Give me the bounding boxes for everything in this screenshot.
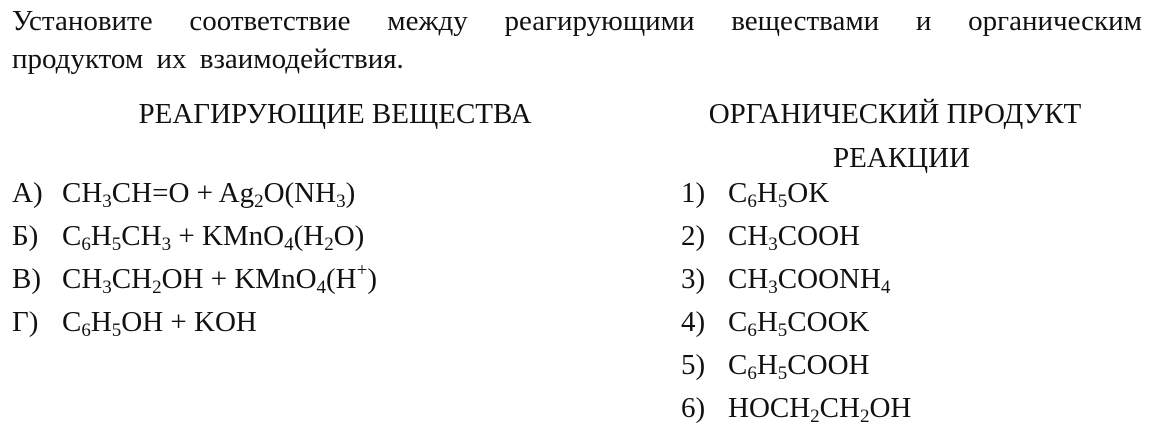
product-item-formula <box>728 258 890 301</box>
formula-part: C <box>62 306 82 338</box>
formula-part: H <box>756 306 778 338</box>
product-item-formula <box>728 301 869 344</box>
formula-part: 5 <box>777 191 788 212</box>
product-item <box>681 258 911 301</box>
formula-part: CH <box>121 220 162 252</box>
formula-part: 3 <box>102 191 112 212</box>
reagents-column-header: РЕАГИРУЮЩИЕ ВЕЩЕСТВА <box>138 98 532 130</box>
reagent-item-formula <box>62 301 257 344</box>
formula-part: 2 <box>152 277 162 298</box>
formula-part: 6 <box>81 234 91 255</box>
formula-part: H <box>90 306 112 338</box>
product-item-formula <box>728 172 829 215</box>
reagent-item <box>12 172 377 215</box>
formula-part: 5 <box>777 320 788 341</box>
product-item-formula <box>728 215 860 258</box>
products-column-header <box>640 92 1150 180</box>
formula-part: CH <box>111 263 153 295</box>
reagent-item <box>12 258 377 301</box>
formula-part: (H <box>293 220 325 252</box>
products-header-line1: ОРГАНИЧЕСКИЙ ПРОДУКТ <box>708 98 1082 130</box>
formula-part: 3 <box>161 234 172 255</box>
product-item-label: 4) <box>681 306 706 338</box>
product-item <box>681 344 911 387</box>
formula-part: H <box>756 349 778 381</box>
formula-part: CH <box>819 392 860 424</box>
reagent-item-formula <box>62 258 377 301</box>
formula-part: 4 <box>316 277 327 298</box>
products-header-line2: РЕАКЦИИ <box>833 142 970 174</box>
product-item-formula <box>728 344 869 387</box>
formula-part: 3 <box>768 277 778 298</box>
product-item <box>681 215 911 258</box>
formula-part: 2 <box>324 234 334 255</box>
formula-part: OH + KOH <box>121 306 257 338</box>
product-item <box>681 387 911 430</box>
formula-part: H <box>756 177 778 209</box>
reagent-item-formula <box>62 172 355 215</box>
formula-part: O) <box>333 220 365 252</box>
product-item-label: 5) <box>681 349 706 381</box>
formula-part: 6 <box>747 320 757 341</box>
formula-part: C <box>728 177 748 209</box>
product-item-label: 1) <box>681 177 706 209</box>
formula-part: OK <box>787 177 830 209</box>
formula-part: CH <box>728 220 769 252</box>
formula-part: C <box>728 306 748 338</box>
reagent-item <box>12 301 377 344</box>
formula-part: + <box>356 260 368 281</box>
formula-part: 2 <box>254 191 264 212</box>
formula-part: CH <box>728 263 769 295</box>
reagent-item-label: А) <box>12 177 43 209</box>
product-item <box>681 172 911 215</box>
reagent-item-label: Б) <box>12 220 39 252</box>
formula-part: 5 <box>111 320 122 341</box>
formula-part: CH=O + Ag <box>111 177 255 209</box>
formula-part: COOH <box>777 220 860 252</box>
formula-part: COONH <box>777 263 881 295</box>
formula-part: 3 <box>768 234 778 255</box>
formula-part: 6 <box>81 320 91 341</box>
product-item-formula <box>728 387 911 430</box>
product-item-label: 6) <box>681 392 706 424</box>
formula-part: 2 <box>859 406 870 427</box>
formula-part: 5 <box>777 363 788 384</box>
reagents-list <box>12 172 377 344</box>
formula-part: 6 <box>747 191 757 212</box>
formula-part: CH <box>62 263 103 295</box>
formula-part: 4 <box>284 234 294 255</box>
formula-part: ) <box>367 263 378 295</box>
formula-part: 3 <box>336 191 346 212</box>
task-statement: Установите соответствие между реагирующими веществами и органическим продуктом их взаимодействия. <box>12 5 1142 75</box>
formula-part: COOH <box>787 349 870 381</box>
formula-part: HOCH <box>728 392 811 424</box>
reagent-item-label: Г) <box>12 306 39 338</box>
products-list <box>681 172 911 430</box>
product-item-label: 2) <box>681 220 706 252</box>
formula-part: H <box>90 220 112 252</box>
formula-part: 6 <box>747 363 757 384</box>
product-item-label: 3) <box>681 263 706 295</box>
formula-part: O(NH <box>263 177 337 209</box>
formula-part: COOK <box>787 306 870 338</box>
formula-part: + KMnO <box>171 220 285 252</box>
formula-part: ) <box>345 177 356 209</box>
product-item <box>681 301 911 344</box>
formula-part: 4 <box>880 277 891 298</box>
formula-part: (H <box>326 263 357 295</box>
formula-part: 2 <box>810 406 820 427</box>
formula-part: 5 <box>111 234 122 255</box>
formula-part: C <box>62 220 82 252</box>
reagent-item-formula <box>62 215 364 258</box>
formula-part: OH <box>869 392 912 424</box>
formula-part: CH <box>62 177 103 209</box>
formula-part: C <box>728 349 748 381</box>
formula-part: 3 <box>102 277 112 298</box>
formula-part: OH + KMnO <box>161 263 317 295</box>
reagent-item-label: В) <box>12 263 41 295</box>
reagent-item <box>12 215 377 258</box>
